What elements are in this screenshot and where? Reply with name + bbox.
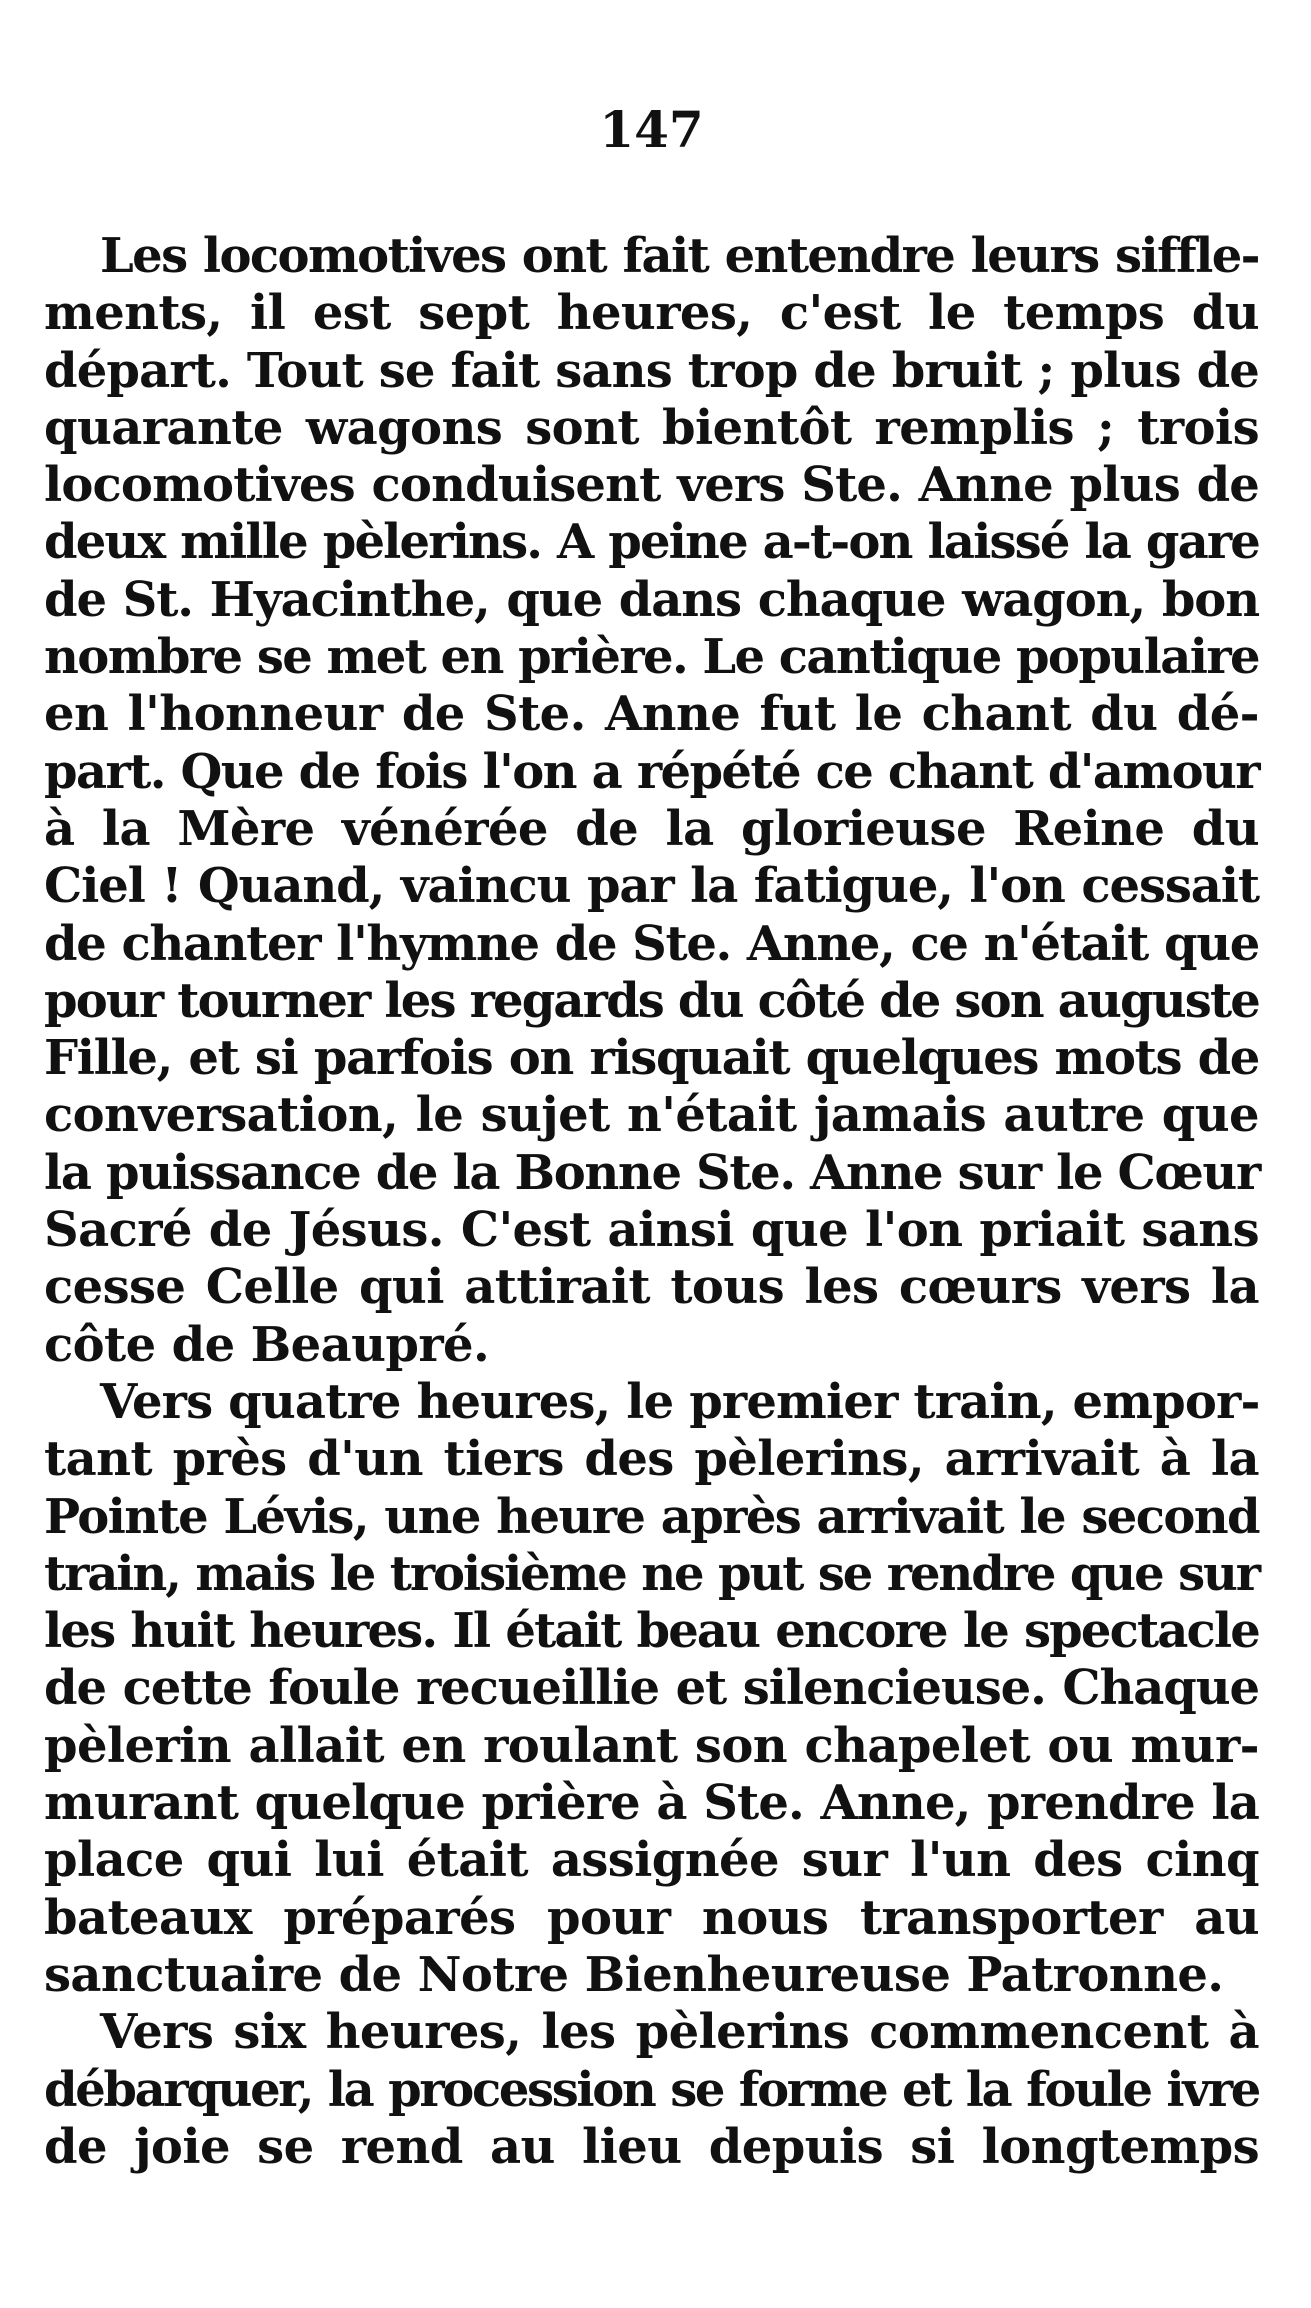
text-line: pour tourner les regards du côté de son auguste	[44, 972, 1259, 1029]
text-line: tant près d'un tiers des pèlerins, arrivait à la	[44, 1431, 1259, 1488]
text-line: cesse Celle qui attirait tous les cœurs vers la	[44, 1259, 1259, 1316]
body-text	[44, 228, 1259, 2176]
text-line: de St. Hyacinthe, que dans chaque wagon, bon	[44, 571, 1259, 628]
text-line: Sacré de Jésus. C'est ainsi que l'on priait sans	[44, 1202, 1259, 1259]
text-line: sanctuaire de Notre Bienheureuse Patronne.	[44, 1946, 1224, 2003]
text-line: Fille, et si parfois on risquait quelques mots de	[44, 1030, 1259, 1087]
text-line: place qui lui était assignée sur l'un des cinq	[44, 1832, 1259, 1889]
text-line: en l'honneur de Ste. Anne fut le chant du dé-	[44, 686, 1259, 743]
text-line: bateaux préparés pour nous transporter au	[44, 1889, 1259, 1946]
text-line: de chanter l'hymne de Ste. Anne, ce n'était que	[44, 915, 1259, 972]
page-number: 147	[599, 100, 704, 159]
text-line: départ. Tout se fait sans trop de bruit ; plus de	[44, 342, 1259, 399]
text-line: côte de Beaupré.	[44, 1316, 490, 1373]
text-line: pèlerin allait en roulant son chapelet ou mur-	[44, 1717, 1259, 1774]
text-line: part. Que de fois l'on a répété ce chant d'amour	[44, 743, 1259, 800]
text-line: murant quelque prière à Ste. Anne, prendre la	[44, 1775, 1259, 1832]
text-line: les huit heures. Il était beau encore le spectacle	[44, 1603, 1259, 1660]
text-line: conversation, le sujet n'était jamais autre que	[44, 1087, 1259, 1144]
book-page	[44, 0, 1259, 2308]
text-line: débarquer, la procession se forme et la foule ivre	[44, 2061, 1259, 2118]
text-line: de cette foule recueillie et silencieuse. Chaque	[44, 1660, 1259, 1717]
text-line: quarante wagons sont bientôt remplis ; trois	[44, 399, 1259, 456]
text-line: Vers quatre heures, le premier train, empor-	[100, 1373, 1260, 1430]
text-line: la puissance de la Bonne Ste. Anne sur le Cœur	[44, 1144, 1260, 1201]
text-line: Pointe Lévis, une heure après arrivait le second	[44, 1488, 1259, 1545]
text-line: train, mais le troisième ne put se rendre que sur	[44, 1545, 1259, 1602]
text-line: Les locomotives ont fait entendre leurs siffle-	[100, 228, 1259, 284]
text-line: Ciel ! Quand, vaincu par la fatigue, l'on cessait	[44, 858, 1259, 915]
text-line: deux mille pèlerins. A peine a-t-on laissé la gare	[44, 514, 1259, 571]
text-line: ments, il est sept heures, c'est le temps du	[44, 285, 1259, 342]
text-line: locomotives conduisent vers Ste. Anne plus de	[44, 457, 1259, 514]
text-line: nombre se met en prière. Le cantique populaire	[44, 629, 1259, 686]
text-line: à la Mère vénérée de la glorieuse Reine du	[44, 800, 1259, 857]
text-line: de joie se rend au lieu depuis si longtemps	[44, 2118, 1259, 2175]
text-line: Vers six heures, les pèlerins commencent à	[100, 2004, 1259, 2061]
